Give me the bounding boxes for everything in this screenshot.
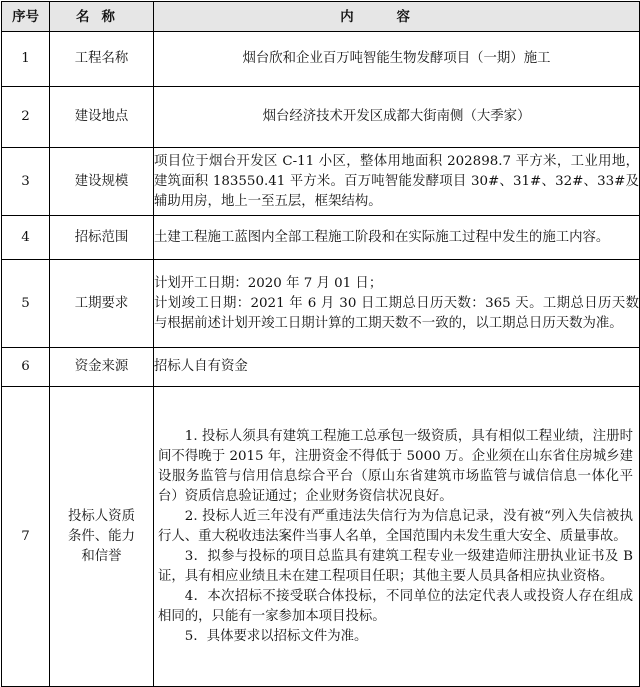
row-num: 5: [2, 260, 50, 348]
qualification-paragraph: 4．本次招标不接受联合体投标，不同单位的法定代表人或投资人存在组成相同的，只能有一家参加本项目投标。: [158, 588, 633, 624]
bid-info-table: [1, 1, 640, 687]
row-num: 1: [2, 32, 50, 87]
row-name-line: 和信誉: [81, 548, 122, 564]
row-content: 项目位于烟台开发区 C-11 小区，整体用地面积 202898.7 平方米，工业用地，建筑面积 183550.41 平方米。百万吨智能发酵项目 30#、31#、32#、33#及辅助用房，地上一至五层，框架结构。: [154, 148, 640, 216]
table-row: [2, 260, 640, 348]
table-row: [2, 387, 640, 687]
row-num: 4: [2, 216, 50, 260]
row-num: 7: [2, 387, 50, 687]
row-content: 招标人自有资金: [154, 348, 640, 387]
row-content: [154, 387, 640, 687]
schedule-end-line: 计划竣工日期：2021 年 6 月 30 日工期总日历天数：365 天。工期总日历天数与根据前述计划开竣工日期计算的工期天数不一致的，以工期总日历天数为准。: [154, 295, 639, 331]
row-name-line: 条件、能力: [68, 528, 135, 544]
header-row: [2, 2, 640, 32]
table-row: [2, 216, 640, 260]
qualification-paragraph: 1. 投标人须具有建筑工程施工总承包一级资质，具有相似工程业绩，注册时间不得晚于 2015 年，注册资金不得低于 5000 万。企业须在山东省住房城乡建设服务监管与信用信息综合平台（原山东省建筑市场监管与诚信信息一体化平台）资质信息验证通过；企业财务资信状况良好。: [158, 428, 633, 504]
table-row: [2, 348, 640, 387]
row-name: 招标范围: [50, 216, 154, 260]
row-content: 烟台经济技术开发区成都大街南侧（大季家）: [154, 87, 640, 148]
row-name: 资金来源: [50, 348, 154, 387]
row-content: 土建工程施工蓝图内全部工程施工阶段和在实际施工过程中发生的施工内容。: [154, 216, 640, 260]
schedule-start-line: 计划开工日期：2020 年 7 月 01 日；: [154, 275, 383, 291]
row-name: 工期要求: [50, 260, 154, 348]
row-name: [50, 387, 154, 687]
table-row: [2, 148, 640, 216]
row-content: [154, 260, 640, 348]
qualification-paragraph: 2. 投标人近三年没有严重违法失信行为为信息记录，没有被“列入失信被执行人、重大税收违法案件当事人名单，全国范围内未发生重大安全、质量事故。: [158, 508, 633, 544]
row-content: 烟台欣和企业百万吨智能生物发酵项目（一期）施工: [154, 32, 640, 87]
table-row: [2, 32, 640, 87]
row-name: 建设地点: [50, 87, 154, 148]
qualification-paragraph: 5．具体要求以招标文件为准。: [184, 628, 368, 644]
header-name: 名称: [50, 2, 154, 32]
row-name: 工程名称: [50, 32, 154, 87]
header-num: 序号: [2, 2, 50, 32]
row-name: 建设规模: [50, 148, 154, 216]
row-name-line: 投标人资质: [68, 508, 135, 524]
header-content: 内容: [154, 2, 640, 32]
row-num: 2: [2, 87, 50, 148]
row-num: 3: [2, 148, 50, 216]
qualification-paragraph: 3．拟参与投标的项目总监具有建筑工程专业一级建造师注册执业证书及 B 证，具有相应业绩且未在建工程项目任职；其他主要人员具备相应执业资格。: [158, 548, 633, 584]
row-num: 6: [2, 348, 50, 387]
table-row: [2, 87, 640, 148]
